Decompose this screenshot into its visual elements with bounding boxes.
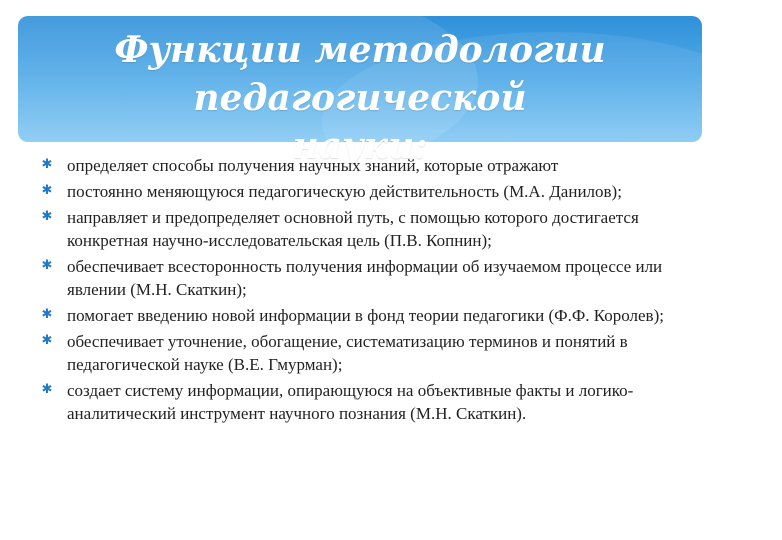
asterisk-icon: ✱	[41, 333, 53, 348]
bullet-text: постоянно меняющуюся педагогическую действительность (М.А. Данилов);	[67, 182, 622, 201]
asterisk-icon: ✱	[41, 209, 53, 224]
bullet-item	[40, 304, 690, 327]
bullet-item	[40, 206, 690, 252]
asterisk-icon: ✱	[41, 183, 53, 198]
asterisk-icon: ✱	[41, 157, 53, 172]
bullet-list	[40, 154, 690, 425]
bullet-item	[40, 255, 690, 301]
slide-content	[40, 154, 690, 428]
bullet-text: обеспечивает уточнение, обогащение, систематизацию терминов и понятий в педагогической науке (В.Е. Гмурман);	[67, 332, 628, 374]
bullet-text: определяет способы получения научных знаний, которые отражают	[67, 156, 559, 175]
bullet-item	[40, 154, 690, 177]
bullet-text: помогает введению новой информации в фонд теории педагогики (Ф.Ф. Королев);	[67, 306, 664, 325]
bullet-text: направляет и предопределяет основной путь, с помощью которого достигается конкретная научно-исследовательская цель (П.В. Копнин);	[67, 208, 639, 250]
bullet-item	[40, 180, 690, 203]
bullet-item	[40, 379, 690, 425]
bullet-text: обеспечивает всесторонность получения информации об изучаемом процессе или явлении (М.Н. Скаткин);	[67, 257, 663, 299]
asterisk-icon: ✱	[41, 258, 53, 273]
asterisk-icon: ✱	[41, 382, 53, 397]
bullet-item	[40, 330, 690, 376]
slide-title-line: Функции методологии педагогической	[114, 29, 606, 119]
slide-title-line: науки:	[292, 125, 428, 167]
bullet-text: создает систему информации, опирающуюся на объективные факты и логико-аналитический инструмент научного познания (М.Н. Скаткин).	[67, 381, 634, 423]
slide-title	[18, 26, 702, 170]
asterisk-icon: ✱	[41, 307, 53, 322]
